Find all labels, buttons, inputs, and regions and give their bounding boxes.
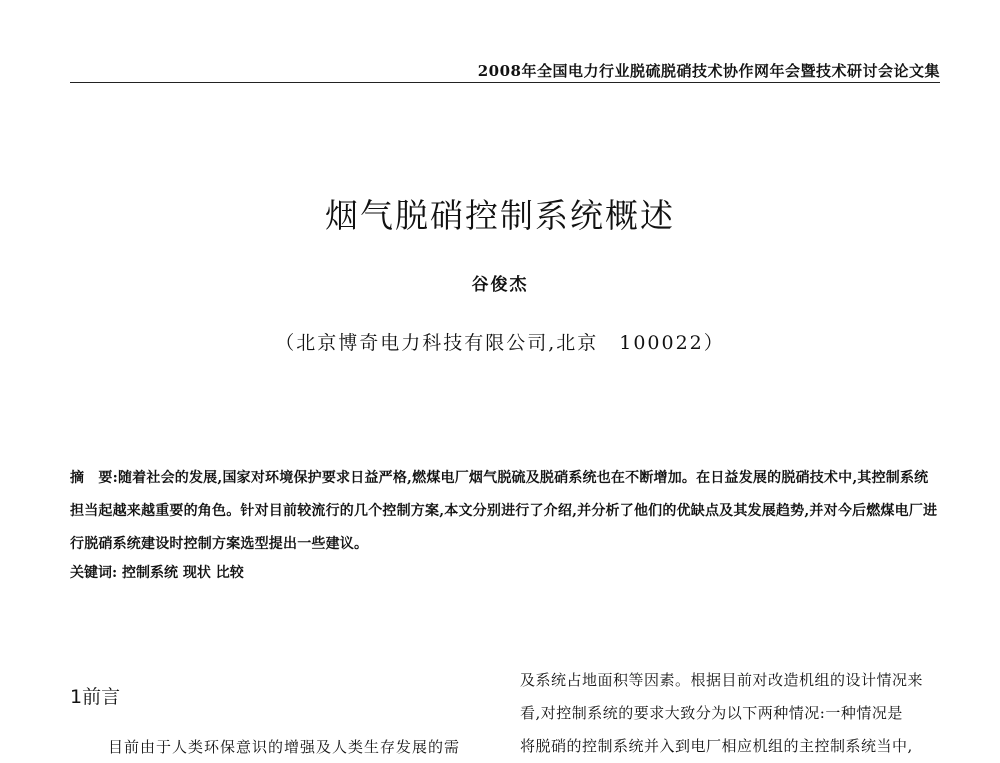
keywords-text: 控制系统 现状 比较 xyxy=(122,565,244,581)
abstract-text: 随着社会的发展,国家对环境保护要求日益严格,燃煤电厂烟气脱硫及脱硝系统也在不断增加。在日益发展的脱硝技术中,其控制系统担当起越来越重要的角色。针对目前较流行的几个控制方案,本文分别进行了介绍,并分析了他们的优缺点及其发展趋势,并对今后燃煤电厂进行脱硝系统建设时控制方案选型提出一些建议。 xyxy=(70,470,938,552)
header-rule xyxy=(70,82,940,83)
right-column-line: 及系统占地面积等因素。根据目前对改造机组的设计情况来 xyxy=(520,671,924,689)
keywords-label: 关键词: xyxy=(70,565,118,581)
abstract-label: 摘 要: xyxy=(70,470,118,486)
paper-affiliation: （北京博奇电力科技有限公司,北京 100022） xyxy=(275,332,725,354)
keywords xyxy=(70,562,940,582)
right-column-line: 将脱硝的控制系统并入到电厂相应机组的主控制系统当中, xyxy=(520,737,913,755)
left-column-text: 目前由于人类环保意识的增强及人类生存发展的需 xyxy=(108,738,461,756)
paper-title: 烟气脱硝控制系统概述 xyxy=(325,196,675,235)
right-column xyxy=(520,664,940,763)
section-heading: 1前言 xyxy=(70,686,121,708)
abstract xyxy=(70,462,940,561)
paper-author: 谷俊杰 xyxy=(471,275,529,295)
right-column-line: 看,对控制系统的要求大致分为以下两种情况:一种情况是 xyxy=(520,704,903,722)
running-header: 2008年全国电力行业脱硫脱硝技术协作网年会暨技术研讨会论文集 xyxy=(477,62,940,80)
